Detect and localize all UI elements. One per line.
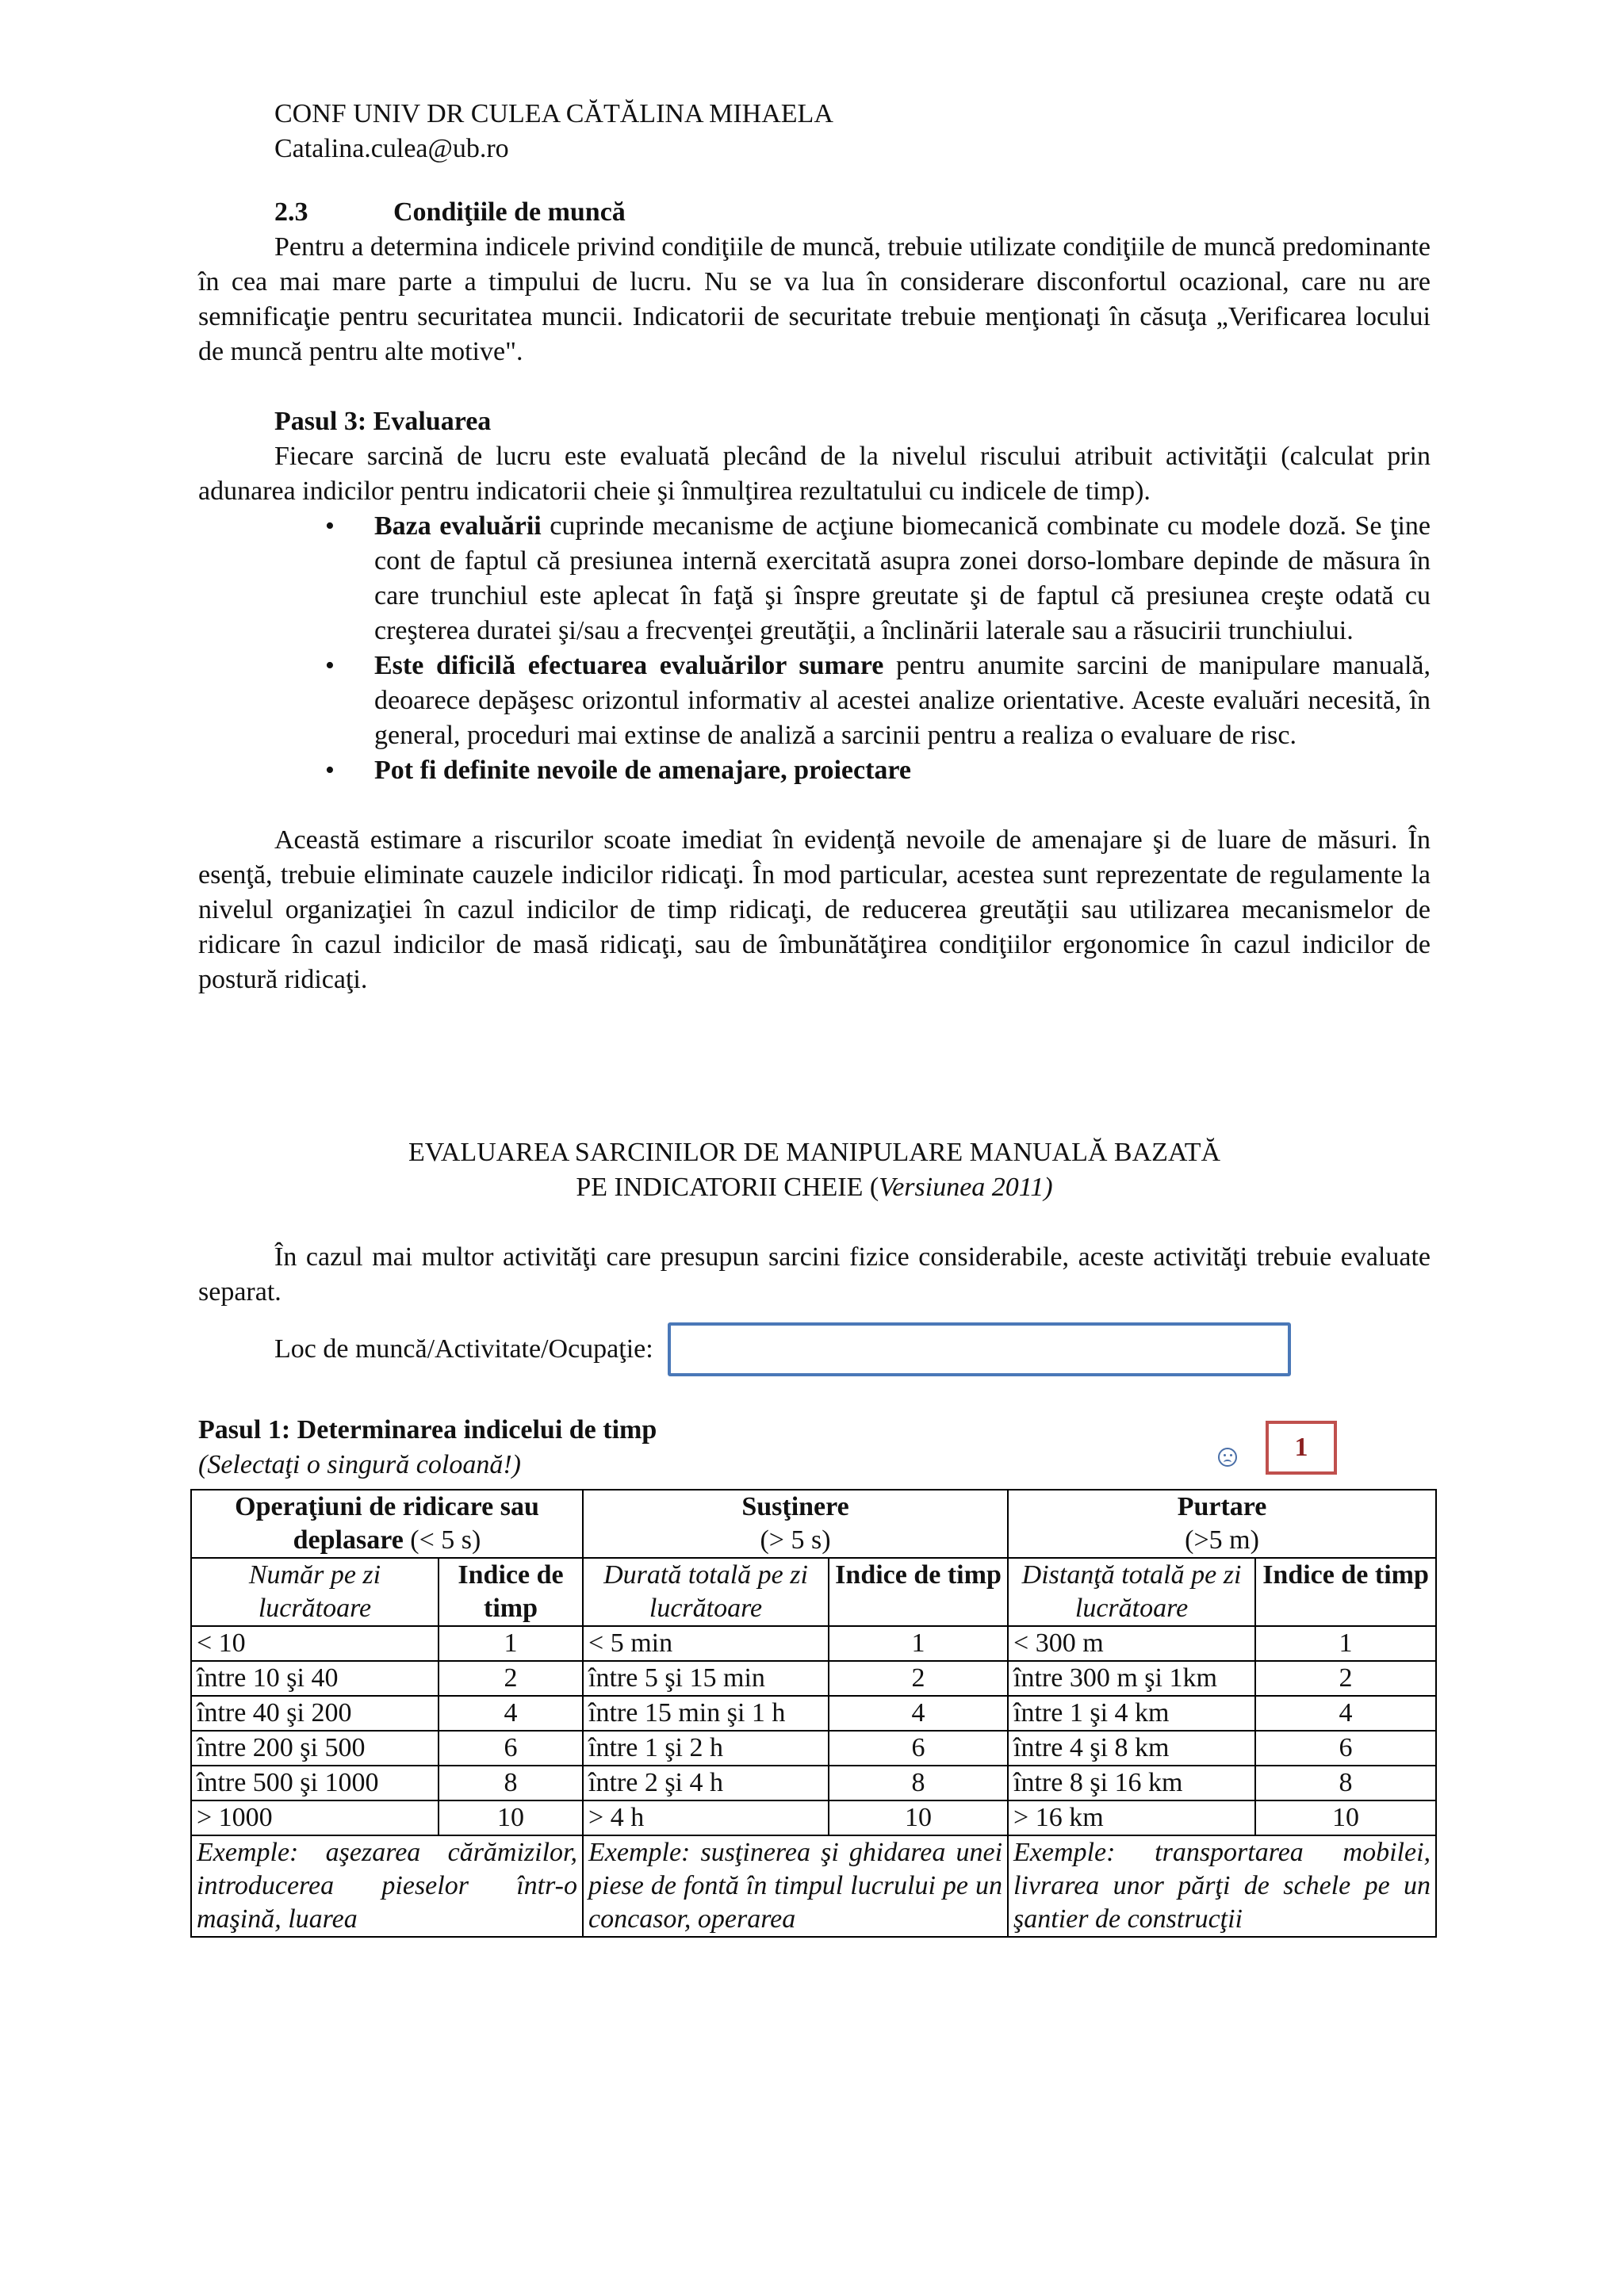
table-cell: între 15 min şi 1 h: [583, 1696, 829, 1731]
table-cell: 6: [1255, 1731, 1436, 1766]
bullet-item: [325, 509, 1431, 649]
evaluation-title-line2: [198, 1170, 1431, 1205]
group-title: Operaţiuni de ridicare sau deplasare: [235, 1492, 539, 1555]
table-cell: între 300 m şi 1km: [1008, 1661, 1255, 1696]
examples-text: Exemple: transportarea mobilei, livrarea unor părţi de schele pe un şantier de construcţii: [1013, 1838, 1431, 1934]
table-cell: 8: [829, 1766, 1008, 1800]
table-cell: < 300 m: [1008, 1626, 1255, 1661]
table-row: [191, 1731, 1436, 1766]
table-cell: 4: [439, 1696, 583, 1731]
examples-cell: [583, 1835, 1008, 1937]
time-index-table: [190, 1489, 1437, 1938]
group-condition: (< 5 s): [403, 1525, 481, 1555]
step3-title: Pasul 3: Evaluarea: [274, 407, 492, 436]
group-header-carrying[interactable]: [1008, 1490, 1436, 1558]
table-cell: între 1 şi 4 km: [1008, 1696, 1255, 1731]
step3-section: [198, 404, 1431, 997]
bullet-text: pentru anumite sarcini de manipulare manuală, deoarece depăşesc orizontul informativ al acestei analize orientative. Aceste evaluări necesită, în general, proceduri mai extinse de analiză a sarcinii pentru a realiza o evaluare de risc.: [374, 651, 1431, 750]
group-title: Purtare: [1177, 1492, 1267, 1521]
examples-text: Exemple: susţinerea şi ghidarea unei piese de fontă în timpul lucrului pe un concasor, operarea: [588, 1838, 1003, 1934]
table-examples-row: [191, 1835, 1436, 1937]
table-cell: > 1000: [191, 1800, 439, 1835]
table-cell: între 4 şi 8 km: [1008, 1731, 1255, 1766]
step3-paragraph: Fiecare sarcină de lucru este evaluată plecând de la nivelul riscului atribuit activităţii (calculat prin adunarea indicilor pentru indicatorii cheie şi înmulţirea rezultatului cu indicele de timp).: [198, 442, 1431, 506]
group-condition: (> 5 s): [760, 1525, 831, 1555]
table-row: [191, 1626, 1436, 1661]
table-cell: 2: [1255, 1661, 1436, 1696]
table-cell: între 10 şi 40: [191, 1661, 439, 1696]
table-cell: între 2 şi 4 h: [583, 1766, 829, 1800]
author-block: [274, 97, 833, 166]
table-cell: < 5 min: [583, 1626, 829, 1661]
table-cell: 2: [829, 1661, 1008, 1696]
table-cell: între 5 şi 15 min: [583, 1661, 829, 1696]
table-cell: între 1 şi 2 h: [583, 1731, 829, 1766]
table-cell: 10: [829, 1800, 1008, 1835]
section-paragraph: Pentru a determina indicele privind condiţiile de muncă, trebuie utilizate condiţiile de muncă predominante în cea mai mare parte a timpului de lucru. Nu se va lua în considerare disconfortul ocazional, care nu are semnificaţie pentru securitatea muncii. Indicatorii de securitate trebuie menţionaţi în căsuţa „Verificarea locului de muncă pentru alte motive".: [198, 232, 1431, 366]
column-header: Număr pe zi lucrătoare: [191, 1558, 439, 1626]
author-name: CONF UNIV DR CULEA CĂTĂLINA MIHAELA: [274, 99, 833, 128]
bullet-bold: Baza evaluării: [374, 511, 542, 541]
loc-label: Loc de muncă/Activitate/Ocupaţie:: [274, 1334, 653, 1364]
examples-cell: [191, 1835, 583, 1937]
table-cell: între 40 şi 200: [191, 1696, 439, 1731]
table-cell: > 4 h: [583, 1800, 829, 1835]
table-cell: 4: [1255, 1696, 1436, 1731]
bullet-icon: •: [325, 651, 335, 680]
table-cell: 1: [1255, 1626, 1436, 1661]
bullet-bold: Pot fi definite nevoile de amenajare, proiectare: [374, 756, 911, 785]
table-row: [191, 1696, 1436, 1731]
table-cell: 10: [439, 1800, 583, 1835]
section-heading: [198, 195, 1431, 230]
step1-heading: [198, 1413, 657, 1483]
bullet-item: [325, 649, 1431, 753]
examples-text: Exemple: aşezarea cărămizilor, introducerea pieselor într-o maşină, luarea: [197, 1838, 578, 1934]
examples-cell: [1008, 1835, 1436, 1937]
group-header-holding[interactable]: [583, 1490, 1008, 1558]
table-row: [191, 1800, 1436, 1835]
loc-input[interactable]: [668, 1322, 1291, 1376]
section-title: Condiţiile de muncă: [393, 197, 626, 227]
column-header: Indice de timp: [1255, 1558, 1436, 1626]
group-header-lifting[interactable]: [191, 1490, 583, 1558]
evaluation-intro: În cazul mai multor activităţi care presupun sarcini fizice considerabile, aceste activităţi trebuie evaluate separat.: [198, 1242, 1431, 1307]
table-cell: 8: [439, 1766, 583, 1800]
column-header: Distanţă totală pe zi lucrătoare: [1008, 1558, 1255, 1626]
group-title: Susţinere: [741, 1492, 849, 1521]
table-cell: 6: [439, 1731, 583, 1766]
evaluation-title-prefix: PE INDICATORII CHEIE (: [576, 1173, 879, 1202]
table-group-header-row: [191, 1490, 1436, 1558]
column-header: Durată totală pe zi lucrătoare: [583, 1558, 829, 1626]
loc-row: [274, 1322, 1291, 1376]
section-number: 2.3: [274, 197, 308, 227]
section-2-3: [198, 195, 1431, 369]
table-cell: 8: [1255, 1766, 1436, 1800]
evaluation-title-line1: EVALUAREA SARCINILOR DE MANIPULARE MANUALĂ BAZATĂ: [408, 1138, 1221, 1167]
table-cell: < 10: [191, 1626, 439, 1661]
bullet-bold: Este dificilă efectuarea evaluărilor sumare: [374, 651, 884, 680]
bullet-text: cuprinde mecanisme de acţiune biomecanică combinate cu modele doză. Se ţine cont de faptul că presiunea internă exercitată asupra zonei dorso-lombare depinde de măsura în care trunchiul este aplecat în faţă şi înspre greutate şi de faptul că presiunea creşte odată cu creşterea duratei şi/sau a frecvenţei greutăţii, a înclinării laterale sau a răsucirii trunchiului.: [374, 511, 1431, 645]
bullet-item: [325, 753, 1431, 788]
table-row: [191, 1661, 1436, 1696]
sad-face-icon: [1218, 1448, 1237, 1467]
step3-paragraph-2: Această estimare a riscurilor scoate imediat în evidenţă nevoile de amenajare şi de luare de măsuri. În esenţă, trebuie eliminate cauzele indicilor ridicaţi. În mod particular, acestea sunt reprezentate de regulamente la nivelul organizaţiei în cazul indicilor de timp ridicaţi, de reducerea greutăţii sau utilizarea mecanismelor de ridicare în cazul indicilor de masă ridicaţi, sau de îmbunătăţirea condiţiilor ergonomice în cazul indicilor de postură ridicaţi.: [198, 825, 1431, 994]
table-cell: 1: [829, 1626, 1008, 1661]
bullet-icon: •: [325, 756, 335, 785]
evaluation-title: [198, 1135, 1431, 1205]
group-condition: (>5 m): [1185, 1525, 1259, 1555]
table-cell: 1: [439, 1626, 583, 1661]
table-cell: 6: [829, 1731, 1008, 1766]
evaluation-title-version: Versiunea 2011): [879, 1173, 1053, 1202]
table-cell: 2: [439, 1661, 583, 1696]
table-cell: între 500 şi 1000: [191, 1766, 439, 1800]
table-cell: > 16 km: [1008, 1800, 1255, 1835]
author-email: Catalina.culea@ub.ro: [274, 134, 509, 163]
time-index-result[interactable]: 1: [1266, 1421, 1337, 1475]
step1-title: Pasul 1: Determinarea indicelui de timp: [198, 1415, 657, 1445]
bullet-icon: •: [325, 511, 335, 541]
table-cell: 10: [1255, 1800, 1436, 1835]
table-cell: 4: [829, 1696, 1008, 1731]
column-header: Indice de timp: [829, 1558, 1008, 1626]
table-cell: între 8 şi 16 km: [1008, 1766, 1255, 1800]
column-header: Indice de timp: [439, 1558, 583, 1626]
table-column-header-row: [191, 1558, 1436, 1626]
table-row: [191, 1766, 1436, 1800]
step1-subtitle: (Selectaţi o singură coloană!): [198, 1450, 521, 1479]
step3-bullet-list: [198, 509, 1431, 788]
table-cell: între 200 şi 500: [191, 1731, 439, 1766]
